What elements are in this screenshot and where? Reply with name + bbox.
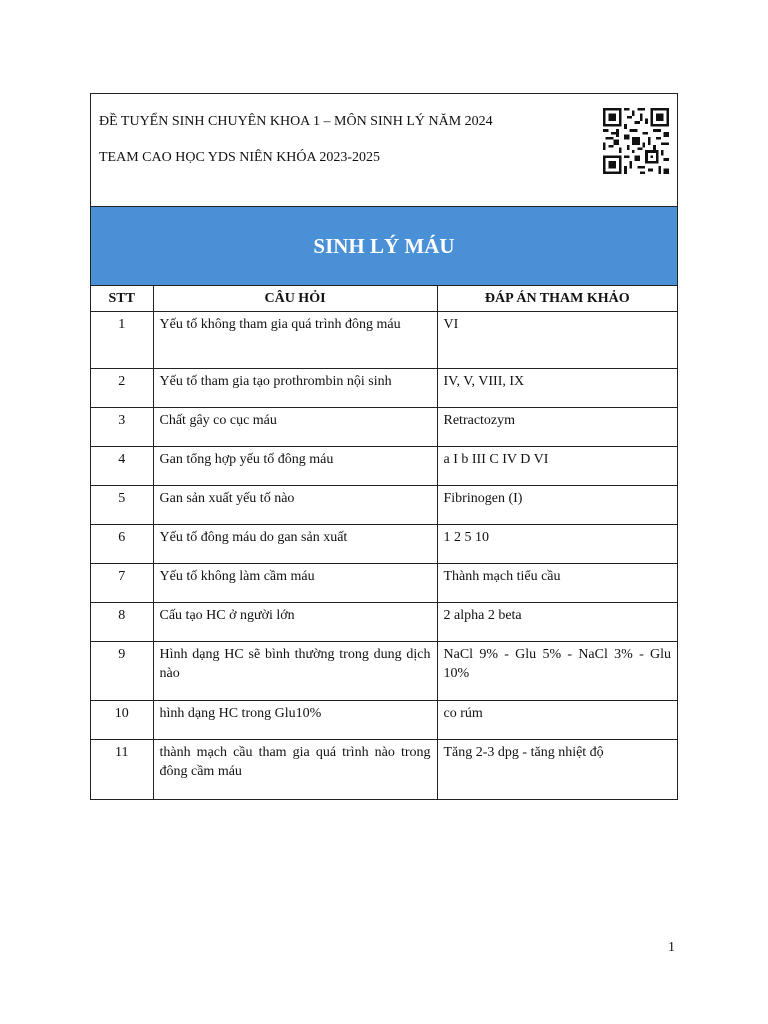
row-question: Yếu tố đông máu do gan sản xuất bbox=[153, 525, 437, 564]
row-answer: VI bbox=[437, 312, 677, 369]
row-answer: NaCl 9% - Glu 5% - NaCl 3% - Glu 10% bbox=[437, 642, 677, 701]
column-header-answer: ĐÁP ÁN THAM KHẢO bbox=[437, 286, 677, 312]
row-stt: 8 bbox=[91, 603, 153, 642]
row-stt: 9 bbox=[91, 642, 153, 701]
document-header bbox=[91, 94, 677, 207]
row-stt: 7 bbox=[91, 564, 153, 603]
row-question: Hình dạng HC sẽ bình thường trong dung dịch nào bbox=[153, 642, 437, 701]
header-title-line2: TEAM CAO HỌC YDS NIÊN KHÓA 2023-2025 bbox=[99, 150, 381, 165]
row-question: Yếu tố tham gia tạo prothrombin nội sinh bbox=[153, 369, 437, 408]
row-stt: 4 bbox=[91, 447, 153, 486]
row-question: Gan sản xuất yếu tố nào bbox=[153, 486, 437, 525]
section-title-banner: SINH LÝ MÁU bbox=[91, 207, 677, 286]
table-row bbox=[91, 603, 677, 642]
page-number: 1 bbox=[668, 940, 675, 955]
row-stt: 1 bbox=[91, 312, 153, 369]
table-row bbox=[91, 486, 677, 525]
table-row bbox=[91, 740, 677, 799]
qr-code-icon bbox=[603, 108, 669, 174]
row-answer: Thành mạch tiểu cầu bbox=[437, 564, 677, 603]
row-stt: 5 bbox=[91, 486, 153, 525]
question-table bbox=[91, 286, 677, 799]
row-answer: Retractozym bbox=[437, 408, 677, 447]
table-row bbox=[91, 564, 677, 603]
row-stt: 6 bbox=[91, 525, 153, 564]
row-question: Yếu tố không tham gia quá trình đông máu bbox=[153, 312, 437, 369]
header-title-line1: ĐỀ TUYỂN SINH CHUYÊN KHOA 1 – MÔN SINH LÝ NĂM 2024 bbox=[99, 114, 493, 129]
row-answer: Fibrinogen (I) bbox=[437, 486, 677, 525]
column-header-stt: STT bbox=[108, 290, 135, 306]
row-question: Cấu tạo HC ở người lớn bbox=[153, 603, 437, 642]
row-question: thành mạch cầu tham gia quá trình nào trong đông cầm máu bbox=[153, 740, 437, 799]
document-sheet bbox=[90, 93, 678, 800]
column-header-question: CÂU HỎI bbox=[153, 286, 437, 312]
table-header-row bbox=[91, 286, 677, 312]
table-row bbox=[91, 312, 677, 369]
table-row bbox=[91, 447, 677, 486]
row-answer: a I b III C IV D VI bbox=[437, 447, 677, 486]
table-row bbox=[91, 525, 677, 564]
row-question: hình dạng HC trong Glu10% bbox=[153, 701, 437, 740]
table-row bbox=[91, 642, 677, 701]
row-stt: 2 bbox=[91, 369, 153, 408]
row-answer: IV, V, VIII, IX bbox=[437, 369, 677, 408]
table-row bbox=[91, 701, 677, 740]
row-answer: Tăng 2-3 dpg - tăng nhiệt độ bbox=[437, 740, 677, 799]
row-stt: 11 bbox=[91, 740, 153, 799]
row-answer: 1 2 5 10 bbox=[437, 525, 677, 564]
table-row bbox=[91, 369, 677, 408]
row-stt: 10 bbox=[91, 701, 153, 740]
row-answer: 2 alpha 2 beta bbox=[437, 603, 677, 642]
row-question: Gan tổng hợp yếu tố đông máu bbox=[153, 447, 437, 486]
row-stt: 3 bbox=[91, 408, 153, 447]
row-answer: co rúm bbox=[437, 701, 677, 740]
row-question: Yếu tố không làm cầm máu bbox=[153, 564, 437, 603]
table-row bbox=[91, 408, 677, 447]
row-question: Chất gây co cục máu bbox=[153, 408, 437, 447]
